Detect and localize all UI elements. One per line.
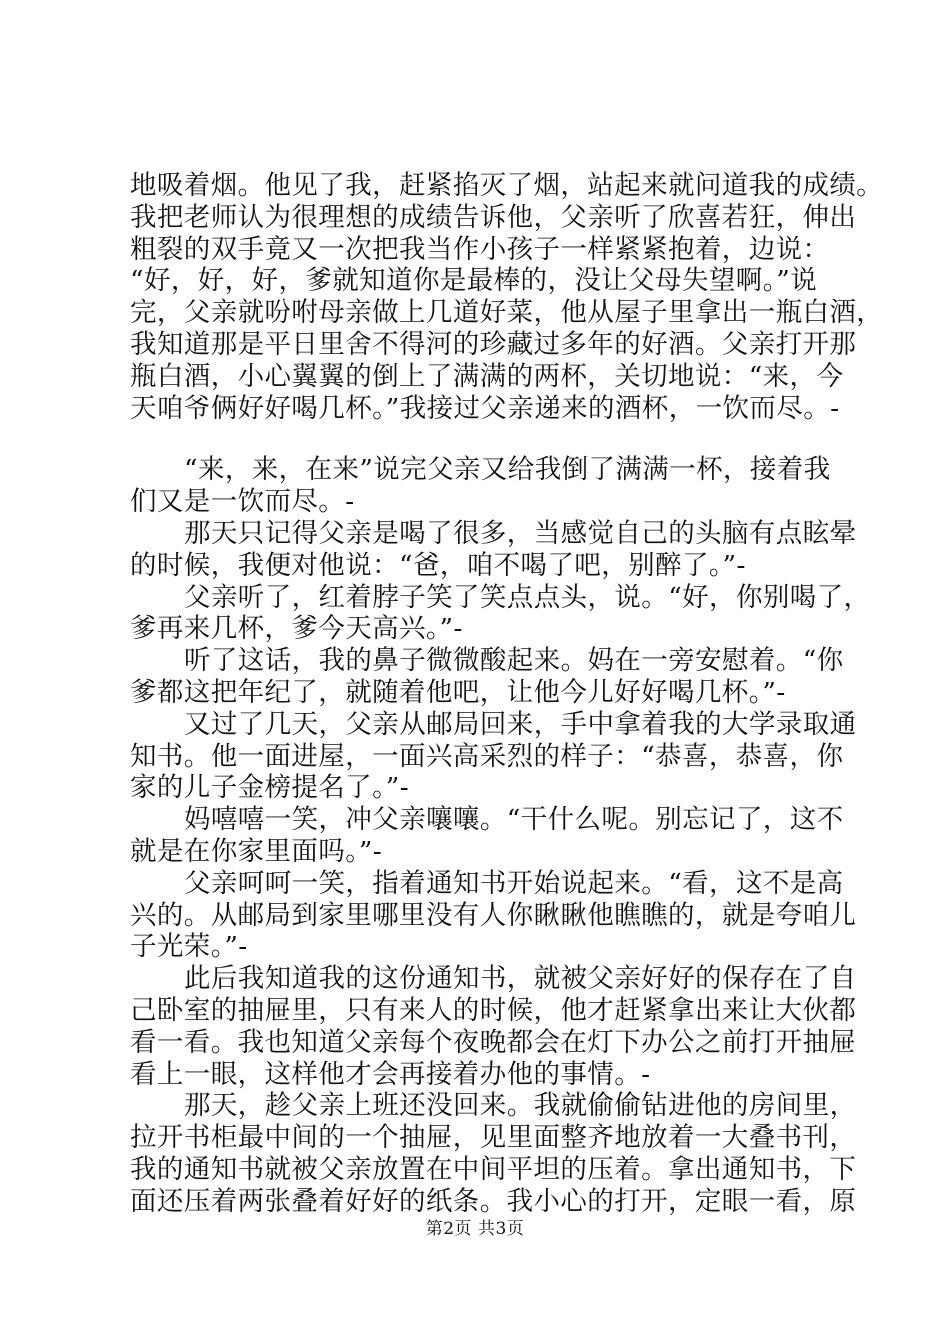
text-line: 兴的。从邮局到家里哪里没有人你瞅瞅他瞧瞧的，就是夸咱儿	[130, 899, 857, 931]
text-line: “好，好，好，爹就知道你是最棒的，没让父母失望啊。”说	[130, 265, 818, 297]
text-line: 爹再来几杯，爹今天高兴。”-	[130, 613, 463, 645]
paragraph	[130, 804, 844, 868]
text-line: 家的儿子金榜提名了。”-	[130, 772, 410, 804]
text-line: 那天只记得父亲是喝了很多，当感觉自己的头脑有点眩晕	[184, 517, 857, 549]
text-line: 看上一眼，这样他才会再接着办他的事情。-	[130, 1058, 651, 1090]
text-line: 我的通知书就被父亲放置在中间平坦的压着。拿出通知书，下	[130, 1153, 857, 1185]
text-line: 那天，趁父亲上班还没回来。我就偷偷钻进他的房间里，	[184, 1090, 857, 1122]
paragraph	[130, 454, 831, 518]
text-line: 子光荣。”-	[130, 931, 248, 963]
paragraph	[130, 708, 857, 804]
page-footer: 第2页 共3页	[425, 1219, 525, 1239]
text-line: 拉开书柜最中间的一个抽屉，见里面整齐地放着一大叠书刊，	[130, 1122, 857, 1154]
paragraph	[130, 645, 844, 709]
text-line: 完，父亲就吩咐母亲做上几道好菜，他从屋子里拿出一瓶白酒，	[130, 297, 884, 329]
text-line: 父亲听了，红着脖子笑了笑点点头，说。“好，你别喝了，	[184, 581, 871, 613]
paragraph	[130, 867, 857, 963]
text-line: 知书。他一面进屋，一面兴高采烈的样子：“恭喜，恭喜，你	[130, 740, 844, 772]
text-line: 看一看。我也知道父亲每个夜晚都会在灯下办公之前打开抽屉	[130, 1026, 857, 1058]
paragraph	[130, 581, 871, 646]
text-line: 听了这话，我的鼻子微微酸起来。妈在一旁安慰着。“你	[184, 645, 844, 677]
text-line: 妈嘻嘻一笑，冲父亲嚷嚷。“干什么呢。别忘记了，这不	[184, 804, 844, 836]
text-line: 瓶白酒，小心翼翼的倒上了满满的两杯，关切地说：“来，今	[130, 360, 844, 392]
text-line: 的时候，我便对他说：“爸，咱不喝了吧，别醉了。”-	[130, 549, 746, 581]
paragraph	[130, 170, 884, 424]
text-line: 此后我知道我的这份通知书，就被父亲好好的保存在了自	[184, 963, 857, 995]
paragraph	[130, 1090, 857, 1217]
text-line: 己卧室的抽屉里，只有来人的时候，他才赶紧拿出来让大伙都	[130, 994, 857, 1026]
text-line: 父亲呵呵一笑，指着通知书开始说起来。“看，这不是高	[184, 867, 844, 899]
text-line: 我知道那是平日里舍不得河的珍藏过多年的好酒。父亲打开那	[130, 328, 857, 360]
paragraph-gap	[130, 424, 828, 454]
text-line: 我把老师认为很理想的成绩告诉他，父亲听了欣喜若狂，伸出	[130, 201, 857, 233]
text-line: 天咱爷俩好好喝几杯。”我接过父亲递来的酒杯，一饮而尽。-	[130, 392, 840, 424]
text-line: 地吸着烟。他见了我，赶紧掐灭了烟，站起来就问道我的成绩。	[130, 170, 884, 201]
text-line: “来，来，在来”说完父亲又给我倒了满满一杯，接着我	[184, 454, 831, 486]
body-text	[130, 170, 884, 1218]
text-line: 们又是一饮而尽。-	[130, 486, 355, 518]
text-line: 爹都这把年纪了，就随着他吧，让他今儿好好喝几杯。”-	[130, 676, 786, 708]
text-line: 面还压着两张叠着好好的纸条。我小心的打开，定眼一看，原	[130, 1185, 857, 1217]
text-line: 粗裂的双手竟又一次把我当作小孩子一样紧紧抱着，边说：	[130, 233, 830, 265]
paragraph	[130, 517, 857, 582]
text-line: 又过了几天，父亲从邮局回来，手中拿着我的大学录取通	[184, 708, 857, 740]
paragraph	[130, 963, 857, 1090]
text-line: 就是在你家里面吗。”-	[130, 835, 383, 867]
